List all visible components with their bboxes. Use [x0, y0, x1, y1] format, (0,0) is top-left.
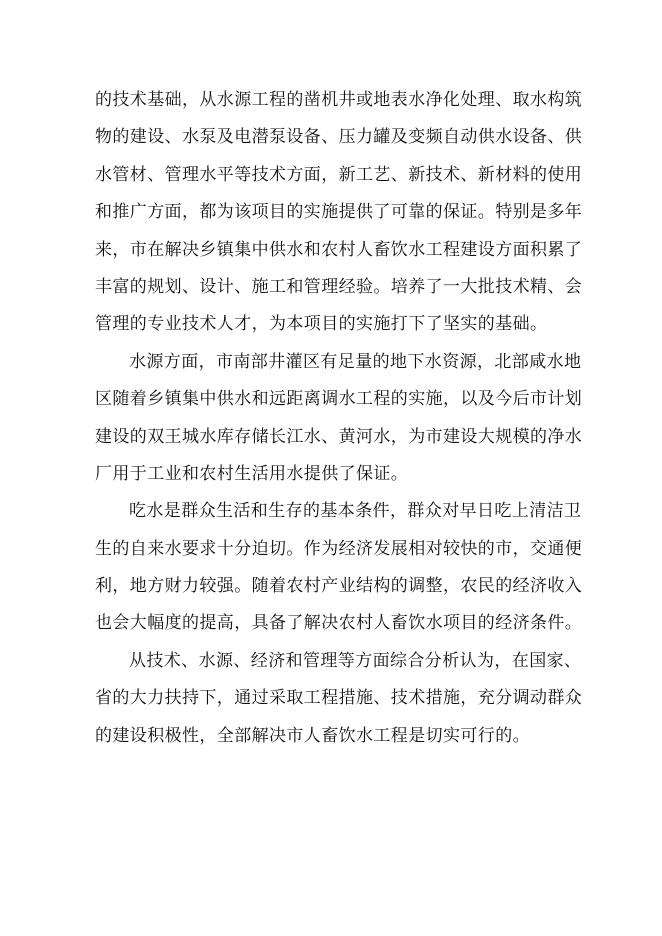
text-line: 的技术基础，从水源工程的凿机井或地表水净化处理、取水构筑 [95, 90, 583, 110]
text-line: 建设的双王城水库存储长江水、黄河水，为市建设大规模的净水 [95, 426, 583, 447]
text-line: 也会大幅度的提高，具备了解决农村人畜饮水项目的经济条件。 [95, 613, 583, 634]
text-line: 管理的专业技术人才，为本项目的实施打下了坚实的基础。 [95, 314, 548, 335]
text-line: 水管材、管理水平等技术方面，新工艺、新技术、新材料的使用 [95, 164, 583, 185]
text-line: 的建设积极性，全部解决市人畜饮水工程是切实可行的。 [95, 725, 530, 746]
paragraph-water-source [95, 344, 583, 494]
text-line-first: 水源方面，市南部井灌区有足量的地下水资源，北部咸水地 [129, 351, 582, 372]
paragraph-economic-conditions [95, 493, 583, 643]
text-line: 利，地方财力较强。随着农村产业结构的调整，农民的经济收入 [95, 576, 583, 597]
paragraph-conclusion [95, 643, 583, 755]
text-line: 厂用于工业和农村生活用水提供了保证。 [95, 463, 409, 484]
document-body [95, 82, 583, 755]
text-line: 丰富的规划、设计、施工和管理经验。培养了一大批技术精、会 [95, 276, 583, 297]
text-line: 来，市在解决乡镇集中供水和农村人畜饮水工程建设方面积累了 [95, 239, 583, 260]
text-line: 物的建设、水泵及电潜泵设备、压力罐及变频自动供水设备、供 [95, 127, 583, 148]
paragraph-technology-basis [95, 82, 583, 344]
text-line-first: 吃水是群众生活和生存的基本条件，群众对早日吃上清洁卫 [129, 501, 582, 522]
text-line-first: 从技术、水源、经济和管理等方面综合分析认为，在国家、 [129, 650, 582, 671]
text-line: 和推广方面，都为该项目的实施提供了可靠的保证。特别是多年 [95, 202, 583, 223]
text-line: 区随着乡镇集中供水和远距离调水工程的实施，以及今后市计划 [95, 389, 583, 410]
text-line: 省的大力扶持下，通过采取工程措施、技术措施，充分调动群众 [95, 688, 583, 709]
text-line: 生的自来水要求十分迫切。作为经济发展相对较快的市，交通便 [95, 538, 583, 559]
